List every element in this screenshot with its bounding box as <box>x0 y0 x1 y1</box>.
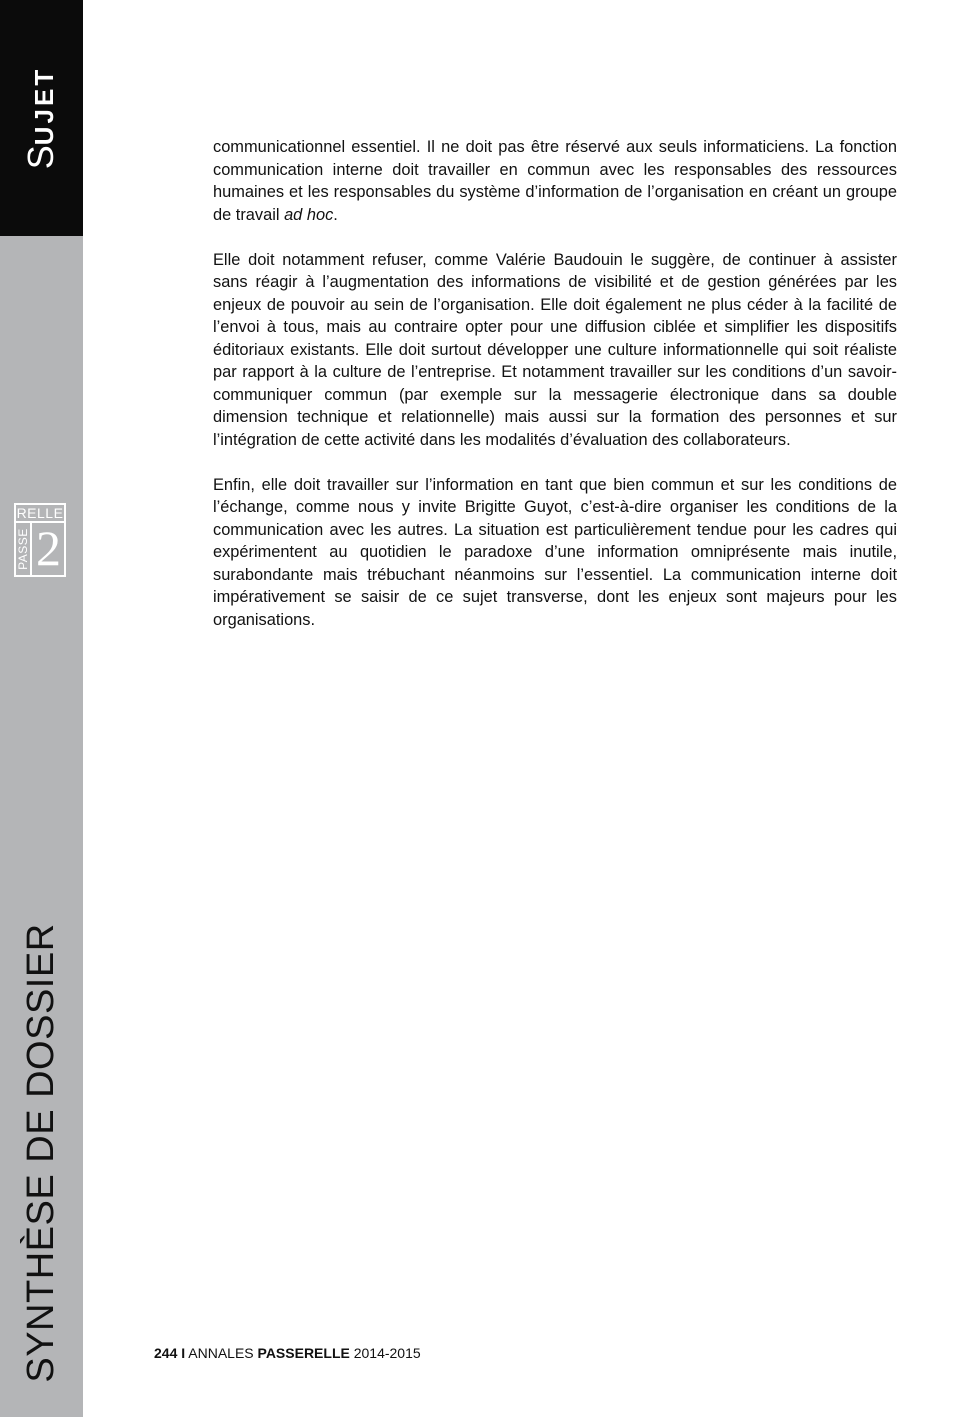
footer-brand: PASSERELLE <box>257 1345 350 1361</box>
body-text <box>213 136 897 654</box>
paragraph-1: communicationnel essentiel. Il ne doit pas être réservé aux seuls informaticiens. La fonction communication interne doit travailler en commun avec les responsables des ressources humaines et les responsables du système d’information de l’organisation en créant un groupe de travail ad hoc. <box>213 138 897 224</box>
logo-side-text: PASSE <box>16 528 30 570</box>
sidebar <box>0 0 83 1417</box>
logo-side-block <box>16 523 32 575</box>
paragraph-2: Elle doit notamment refuser, comme Valérie Baudouin le suggère, de continuer à assister sans réagir à l’augmentation des informations de visibilité et de gestion générées par les enjeux de pouvoir au sein de l’organisation. Elle doit également ne plus céder à la facilité de l’envoi à tous, mais au contraire opter pour une diffusion ciblée et simplifier les dispositifs éditoriaux existants. Elle doit surtout développer une culture informationnelle qui soit réaliste par rapport à la culture de l’entreprise. Et notamment travailler sur les conditions d’un savoir-communiquer commun (par exemple sur la messagerie électronique dans sa double dimension technique et relationnelle) mais aussi sur la formation des personnes et sur l’intégration de cette activité dans les modalités d’évaluation des collaborateurs. <box>213 250 897 449</box>
paragraph-3: Enfin, elle doit travailler sur l’information en tant que bien commun et sur les conditions de l’échange, comme nous y invite Brigitte Guyot, c’est-à-dire organiser les conditions de la communication avec les autres. La situation est particulièrement tendue pour les cadres qui expérimentent au quotidien le paradoxe d’une information omniprésente mais inutile, surabondante mais trébuchant néanmoins sur l’essentiel. La communication interne doit impérativement se saisir de ce sujet transverse, dont les enjeux sont majeurs pour les organisations. <box>213 475 897 629</box>
logo-top-text: RELLE <box>16 505 64 521</box>
section-type-label: SUJET <box>20 66 61 170</box>
sidebar-header-block <box>0 0 83 236</box>
section-title-vertical: SYNTHÈSE DE DOSSIER <box>20 923 62 1383</box>
logo-number: 2 <box>36 520 61 576</box>
page-footer <box>154 1345 421 1361</box>
footer-separator: I <box>181 1345 186 1361</box>
passerelle-logo <box>14 503 66 577</box>
page-number: 244 <box>154 1345 178 1361</box>
footer-annales: ANNALES <box>188 1345 254 1361</box>
footer-years: 2014-2015 <box>353 1345 421 1361</box>
